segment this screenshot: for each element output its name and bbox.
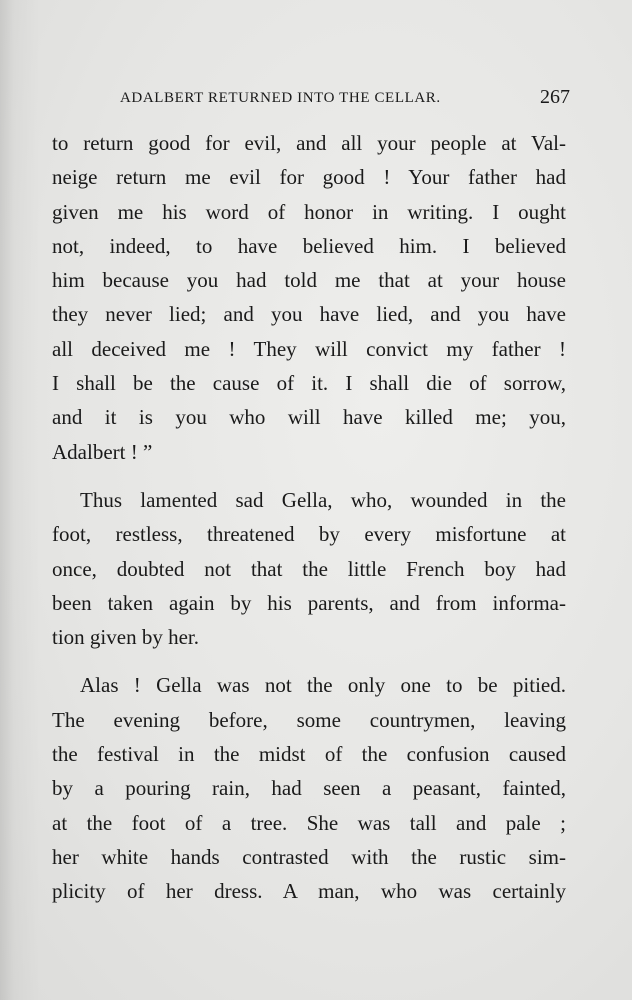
text-line: neige return me evil for good ! Your father had	[52, 165, 566, 190]
text-line: her white hands contrasted with the rustic sim-	[52, 844, 566, 869]
text-line: tion given by her.	[52, 625, 199, 650]
text-line: I shall be the cause of it. I shall die of sorrow,	[52, 371, 566, 396]
paragraph-3	[52, 668, 566, 908]
text-line: foot, restless, threatened by every misfortune at	[52, 522, 566, 547]
text-line: at the foot of a tree. She was tall and pale ;	[52, 810, 566, 835]
running-title: ADALBERT RETURNED INTO THE CELLAR.	[120, 90, 441, 106]
paragraph-1	[52, 126, 566, 469]
text-line: Alas ! Gella was not the only one to be pitied.	[80, 673, 566, 698]
text-line: plicity of her dress. A man, who was certainly	[52, 879, 566, 904]
text-line: by a pouring rain, had seen a peasant, fainted,	[52, 776, 566, 801]
text-line: and it is you who will have killed me; you,	[52, 405, 566, 430]
text-line: not, indeed, to have believed him. I believed	[52, 233, 566, 258]
text-line: The evening before, some countrymen, leaving	[52, 707, 566, 732]
paragraph-2	[52, 483, 566, 654]
text-line: given me his word of honor in writing. I ought	[52, 199, 566, 224]
text-line: all deceived me ! They will convict my father !	[52, 336, 566, 361]
text-line: Adalbert ! ”	[52, 439, 153, 464]
text-line: been taken again by his parents, and from informa-	[52, 590, 566, 615]
text-line: the festival in the midst of the confusion caused	[52, 742, 566, 767]
text-line: to return good for evil, and all your people at Val-	[52, 131, 566, 155]
text-line: Thus lamented sad Gella, who, wounded in the	[80, 487, 566, 512]
text-line: they never lied; and you have lied, and you have	[52, 302, 566, 327]
paragraph-gap	[52, 654, 566, 668]
page-number: 267	[540, 86, 570, 108]
text-line: once, doubted not that the little French boy had	[52, 556, 566, 581]
running-header	[120, 86, 570, 114]
paragraph-gap	[52, 469, 566, 483]
text-line: him because you had told me that at your house	[52, 268, 566, 293]
body-text	[52, 126, 566, 909]
